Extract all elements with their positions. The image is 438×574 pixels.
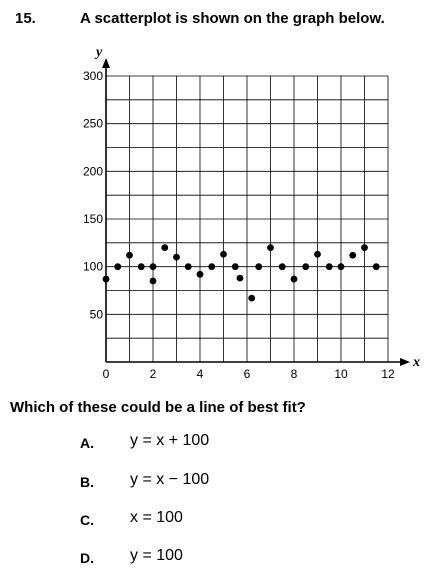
question-text: A scatterplot is shown on the graph below. — [80, 10, 385, 27]
choice-b-text: y = x − 100 — [130, 471, 210, 488]
data-point — [150, 278, 157, 285]
data-point — [232, 263, 239, 270]
data-point — [326, 263, 333, 270]
y-axis-label: y — [96, 45, 103, 60]
data-point — [338, 263, 345, 270]
data-point — [185, 263, 192, 270]
data-point — [279, 263, 286, 270]
data-point — [291, 276, 298, 283]
choice-c-letter: C. — [80, 512, 94, 528]
data-point — [103, 276, 110, 283]
axes — [102, 58, 410, 366]
grid — [106, 76, 388, 362]
data-points — [103, 244, 380, 301]
data-point — [361, 244, 368, 251]
y-tick-label: 100 — [82, 259, 103, 274]
question-number: 15. — [15, 10, 36, 27]
x-tick-label: 8 — [290, 367, 298, 381]
y-tick-label: 300 — [82, 69, 103, 83]
data-point — [314, 251, 321, 258]
x-tick-label: 0 — [102, 367, 110, 381]
data-point — [255, 263, 262, 270]
choice-d-text: y = 100 — [130, 547, 183, 564]
data-point — [150, 263, 157, 270]
data-point — [197, 271, 204, 278]
question-prompt: Which of these could be a line of best fit? — [10, 399, 306, 416]
data-point — [302, 263, 309, 270]
data-point — [138, 263, 145, 270]
y-tick-label: 200 — [82, 164, 103, 179]
x-tick-label: 12 — [381, 367, 395, 381]
data-point — [208, 263, 215, 270]
data-point — [373, 263, 380, 270]
y-tick-label: 250 — [82, 116, 103, 131]
x-axis-label: x — [413, 355, 420, 370]
y-axis-arrow — [102, 58, 110, 68]
data-point — [349, 252, 356, 259]
choice-d-letter: D. — [80, 550, 94, 566]
y-tick-label: 150 — [82, 212, 103, 226]
data-point — [126, 252, 133, 259]
x-tick-label: 2 — [149, 367, 157, 381]
data-point — [114, 263, 121, 270]
choice-b-letter: B. — [80, 474, 94, 490]
choice-a-text: y = x + 100 — [130, 432, 210, 449]
data-point — [220, 251, 227, 258]
y-tick-label: 50 — [89, 307, 103, 322]
data-point — [173, 254, 180, 261]
x-tick-label: 4 — [196, 367, 204, 381]
data-point — [237, 275, 244, 282]
choice-a-letter: A. — [80, 435, 94, 451]
choice-c-text: x = 100 — [130, 509, 183, 526]
data-point — [267, 244, 274, 251]
x-tick-label: 6 — [243, 367, 251, 381]
data-point — [161, 244, 168, 251]
x-axis-arrow — [400, 358, 410, 366]
data-point — [248, 295, 255, 302]
x-tick-label: 10 — [334, 367, 348, 381]
